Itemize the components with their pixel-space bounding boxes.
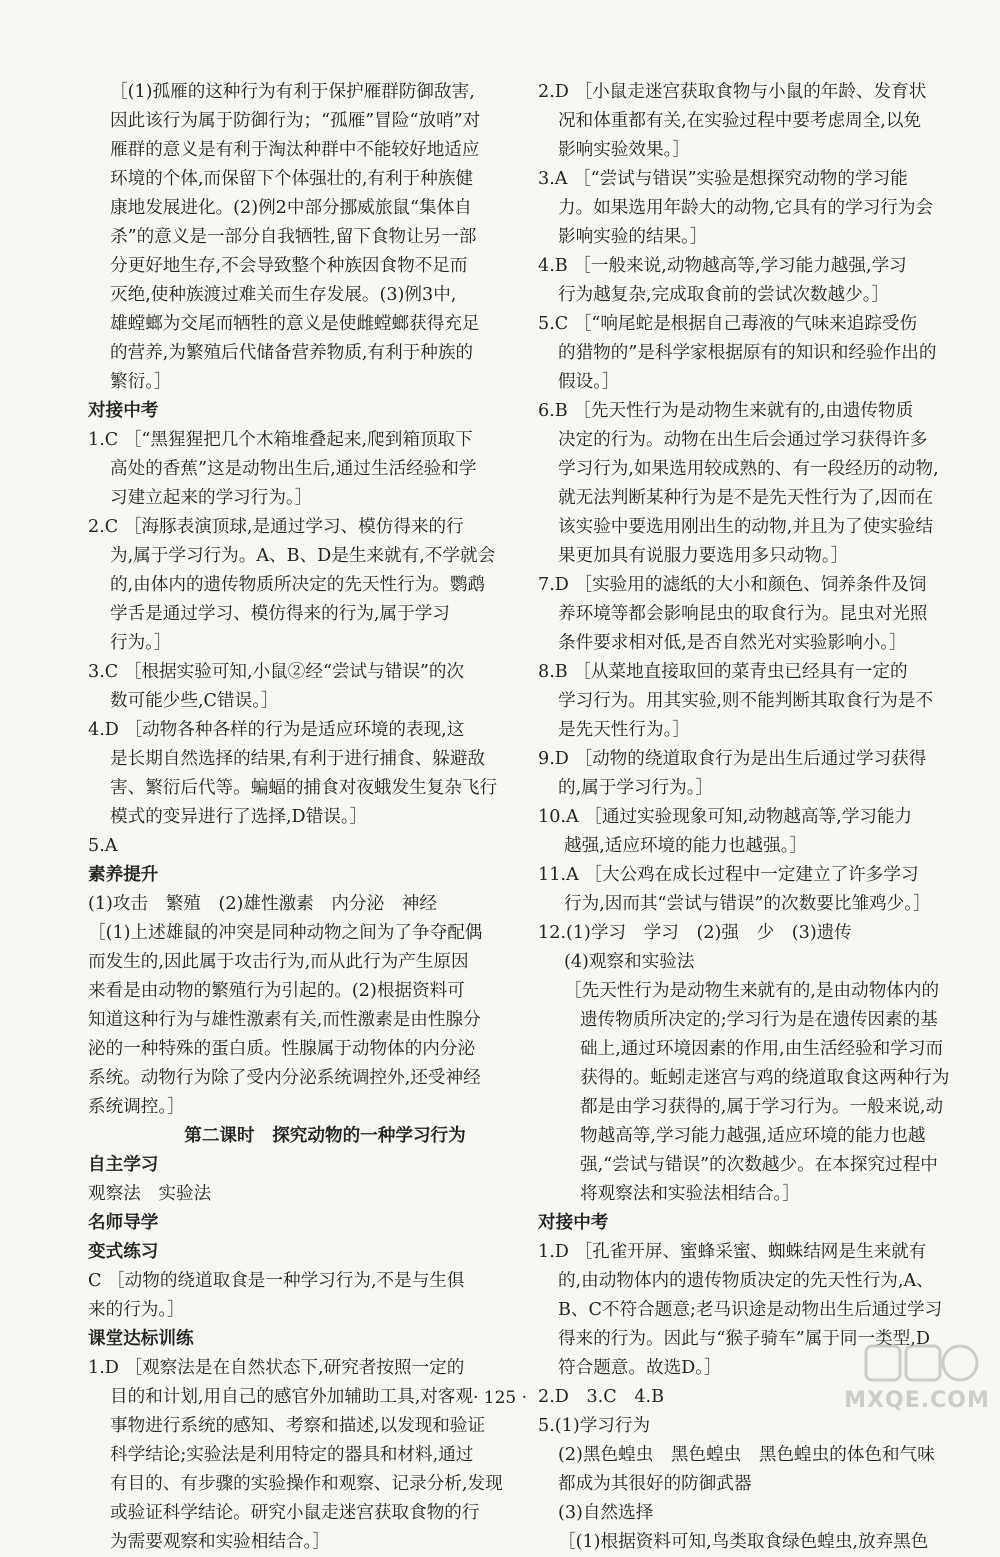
text-line: 该实验中要选用刚出生的动物,并且为了使实验结 bbox=[558, 517, 934, 537]
text-line: 的营养,为繁殖后代储备营养物质,有利于种族的 bbox=[110, 343, 474, 363]
text-line: 10.A ［通过实验现象可知,动物越高等,学习能力 bbox=[538, 807, 913, 827]
text-line: 9.D ［动物的绕道取食行为是出生后通过学习获得 bbox=[538, 749, 927, 769]
text-line: 5.C ［“响尾蛇是根据自己毒液的气味来追踪受伤 bbox=[538, 314, 918, 334]
text-line: 科学结论;实验法是利用特定的器具和材料,通过 bbox=[110, 1445, 474, 1465]
text-line: 因此该行为属于防御行为；“孤雁”冒险“放哨”对 bbox=[110, 111, 481, 131]
text-line: 泌的一种特殊的蛋白质。性腺属于动物体的内分泌 bbox=[88, 1039, 476, 1059]
text-line: 来的行为。］ bbox=[88, 1300, 185, 1320]
text-line: 的,由体内的遗传物质所决定的先天性行为。鹦鹉 bbox=[110, 575, 486, 595]
text-line: ［(1)上述雄鼠的冲突是同种动物之间为了争夺配偶 bbox=[88, 923, 483, 943]
text-line: ［(1)孤雁的这种行为有利于保护雁群防御敌害, bbox=[110, 82, 475, 102]
section-heading: 第二课时 探究动物的一种学习行为 bbox=[184, 1126, 466, 1146]
watermark bbox=[842, 1338, 992, 1418]
text-line: ［先天性行为是动物生来就有的,是由动物体内的 bbox=[564, 981, 940, 1001]
text-line: 是先天性行为。］ bbox=[558, 720, 690, 740]
text-line: 影响实验效果。］ bbox=[558, 140, 690, 160]
text-line: 数可能少些,C错误。］ bbox=[110, 691, 279, 711]
text-line: 4.D ［动物各种各样的行为是适应环境的表现,这 bbox=[88, 720, 465, 740]
text-line: 3.A ［“尝试与错误”实验是想探究动物的学习能 bbox=[538, 169, 908, 189]
text-line: 5.(1)学习行为 bbox=[538, 1416, 651, 1436]
text-line: 得来的行为。因此与“猴子骑车”属于同一类型,D bbox=[558, 1329, 930, 1349]
text-line: 将观察法和实验法相结合。］ bbox=[580, 1184, 800, 1204]
text-line: 11.A ［大公鸡在成长过程中一定建立了许多学习 bbox=[538, 865, 919, 885]
text-line: 杀”的意义是一部分自我牺牲,留下食物让另一部 bbox=[110, 227, 477, 247]
text-line: 物越高等,学习能力越强,适应环境的能力也越 bbox=[580, 1126, 926, 1146]
text-line: 1.C ［“黑猩猩把几个木箱堆叠起来,爬到箱顶取下 bbox=[88, 430, 473, 450]
text-line: 5.A bbox=[88, 836, 118, 856]
text-line: 础上,通过环境因素的作用,由生活经验和学习而 bbox=[580, 1039, 944, 1059]
text-line: 事物进行系统的感知、考察和描述,以发现和验证 bbox=[110, 1416, 486, 1436]
text-line: 越强,适应环境的能力也越强。］ bbox=[564, 836, 808, 856]
text-line: 假设。］ bbox=[558, 372, 620, 392]
text-line: 强,“尝试与错误”的次数越少。在本探究过程中 bbox=[580, 1155, 938, 1175]
text-line: 系统调控。］ bbox=[88, 1097, 185, 1117]
text-line: 目的和计划,用自己的感官外加辅助工具,对客观 bbox=[110, 1387, 474, 1407]
text-line: 高处的香蕉”这是动物出生后,通过生活经验和学 bbox=[110, 459, 477, 479]
text-line: (4)观察和实验法 bbox=[564, 952, 695, 972]
text-line: 8.B ［从菜地直接取回的菜青虫已经具有一定的 bbox=[538, 662, 908, 682]
text-line: 知道这种行为与雄性激素有关,而性激素是由性腺分 bbox=[88, 1010, 481, 1030]
text-line: 系统。动物行为除了受内分泌系统调控外,还受神经 bbox=[88, 1068, 481, 1088]
text-line: 果更加具有说服力要选用多只动物。］ bbox=[558, 546, 849, 566]
text-line: 7.D ［实验用的滤纸的大小和颜色、饲养条件及饲 bbox=[538, 575, 927, 595]
text-line: 力。如果选用年龄大的动物,它具有的学习行为会 bbox=[558, 198, 934, 218]
section-heading: 名师导学 bbox=[88, 1213, 159, 1233]
text-line: 行为,因而其“尝试与错误”的次数要比雏鸡少。］ bbox=[564, 894, 931, 914]
text-line: 都是由学习获得的,属于学习行为。一般来说,动 bbox=[580, 1097, 944, 1117]
text-line: 4.B ［一般来说,动物越高等,学习能力越强,学习 bbox=[538, 256, 907, 276]
text-line: 来看是由动物的繁殖行为引起的。(2)根据资料可 bbox=[88, 981, 465, 1001]
text-line: 学习行为。用其实验,则不能判断其取食行为是不 bbox=[558, 691, 934, 711]
text-line: 害、繁衍后代等。蝙蝠的捕食对夜蛾发生复杂飞行 bbox=[110, 778, 498, 798]
text-line: 模式的变异进行了选择,D错误。］ bbox=[110, 807, 368, 827]
text-line: 习建立起来的学习行为。］ bbox=[110, 488, 313, 508]
text-line: 的猎物的”是科学家根据原有的知识和经验作出的 bbox=[558, 343, 937, 363]
text-line: 2.D ［小鼠走迷宫获取食物与小鼠的年龄、发育状 bbox=[538, 82, 927, 102]
page-number: · 125 · bbox=[472, 1388, 528, 1408]
text-line: 况和体重都有关,在实验过程中要考虑周全,以免 bbox=[558, 111, 922, 131]
text-line: 为需要观察和实验相结合。］ bbox=[110, 1532, 330, 1552]
section-heading: 对接中考 bbox=[88, 401, 159, 421]
text-line: 的,由动物体内的遗传物质决定的先天性行为,A、 bbox=[558, 1271, 934, 1291]
text-line: C ［动物的绕道取食是一种学习行为,不是与生俱 bbox=[88, 1271, 465, 1291]
right-column bbox=[538, 78, 966, 1557]
section-heading: 自主学习 bbox=[88, 1155, 159, 1175]
section-heading: 变式练习 bbox=[88, 1242, 159, 1262]
text-line: 是长期自然选择的结果,有利于进行捕食、躲避敌 bbox=[110, 749, 486, 769]
text-line: 2.D 3.C 4.B bbox=[538, 1387, 665, 1407]
text-line: 为,属于学习行为。A、B、D是生来就有,不学就会 bbox=[110, 546, 496, 566]
text-line: (3)自然选择 bbox=[558, 1503, 654, 1523]
text-line: 康地发展进化。(2)例2中部分挪威旅鼠“集体自 bbox=[110, 198, 472, 218]
text-line: 遗传物质所决定的;学习行为是在遗传因素的基 bbox=[580, 1010, 938, 1030]
text-line: 3.C ［根据实验可知,小鼠②经“尝试与错误”的次 bbox=[88, 662, 465, 682]
text-line: 而发生的,因此属于攻击行为,而从此行为产生原因 bbox=[88, 952, 469, 972]
text-line: (2)黑色蝗虫 黑色蝗虫 黑色蝗虫的体色和气味 bbox=[558, 1445, 935, 1465]
text-line: 就无法判断某种行为是不是先天性行为了,因而在 bbox=[558, 488, 934, 508]
text-line: 雁群的意义是有利于淘汰种群中不能较好地适应 bbox=[110, 140, 480, 160]
text-line: 行为。］ bbox=[110, 633, 172, 653]
watermark-logo-icon bbox=[862, 1338, 982, 1388]
text-line: 养环境等都会影响昆虫的取食行为。昆虫对光照 bbox=[558, 604, 928, 624]
text-line: 符合题意。故选D。］ bbox=[558, 1358, 722, 1378]
text-line: 1.D ［观察法是在自然状态下,研究者按照一定的 bbox=[88, 1358, 465, 1378]
text-line: 影响实验的结果。］ bbox=[558, 227, 708, 247]
text-line: 条件要求相对低,是否自然光对实验影响小。］ bbox=[558, 633, 907, 653]
text-line: B、C不符合题意;老马识途是动物出生后通过学习 bbox=[558, 1300, 943, 1320]
text-line: 分更好地生存,不会导致整个种族因食物不足而 bbox=[110, 256, 468, 276]
text-line: 行为越复杂,完成取食前的尝试次数越少。］ bbox=[558, 285, 890, 305]
watermark-text: MXQE.COM bbox=[844, 1388, 990, 1413]
text-line: 1.D ［孔雀开屏、蜜蜂采蜜、蜘蛛结网是生来就有 bbox=[538, 1242, 927, 1262]
text-line: 观察法 实验法 bbox=[88, 1184, 212, 1204]
left-column bbox=[88, 78, 522, 1557]
text-line: 12.(1)学习 学习 (2)强 少 (3)遗传 bbox=[538, 923, 852, 943]
text-line: 或验证科学结论。研究小鼠走迷宫获取食物的行 bbox=[110, 1503, 480, 1523]
text-line: 学舌是通过学习、模仿得来的行为,属于学习 bbox=[110, 604, 450, 624]
text-line: 获得的。蚯蚓走迷宫与鸡的绕道取食这两种行为 bbox=[580, 1068, 950, 1088]
text-line: 有目的、有步骤的实验操作和观察、记录分析,发现 bbox=[110, 1474, 503, 1494]
section-heading: 课堂达标训练 bbox=[88, 1329, 194, 1349]
text-line: 繁衍。］ bbox=[110, 372, 172, 392]
text-line: ［(1)根据资料可知,鸟类取食绿色蝗虫,放弃黑色 bbox=[558, 1532, 929, 1552]
text-line: 灭绝,使种族渡过难关而生存发展。(3)例3中, bbox=[110, 285, 457, 305]
text-line: 2.C ［海豚表演顶球,是通过学习、模仿得来的行 bbox=[88, 517, 464, 537]
text-line: 学习行为,如果选用较成熟的、有一段经历的动物, bbox=[558, 459, 939, 479]
text-line: (1)攻击 繁殖 (2)雄性激素 内分泌 神经 bbox=[88, 894, 437, 914]
text-line: 雄螳螂为交尾而牺牲的意义是使雌螳螂获得充足 bbox=[110, 314, 480, 334]
text-line: 6.B ［先天性行为是动物生来就有的,由遗传物质 bbox=[538, 401, 914, 421]
text-line: 都成为其很好的防御武器 bbox=[558, 1474, 752, 1494]
section-heading: 对接中考 bbox=[538, 1213, 609, 1233]
text-line: 环境的个体,而保留下个体强壮的,有利于种族健 bbox=[110, 169, 474, 189]
text-line: 的,属于学习行为。］ bbox=[558, 778, 714, 798]
section-heading: 素养提升 bbox=[88, 865, 159, 885]
text-line: 决定的行为。动物在出生后会通过学习获得许多 bbox=[558, 430, 928, 450]
